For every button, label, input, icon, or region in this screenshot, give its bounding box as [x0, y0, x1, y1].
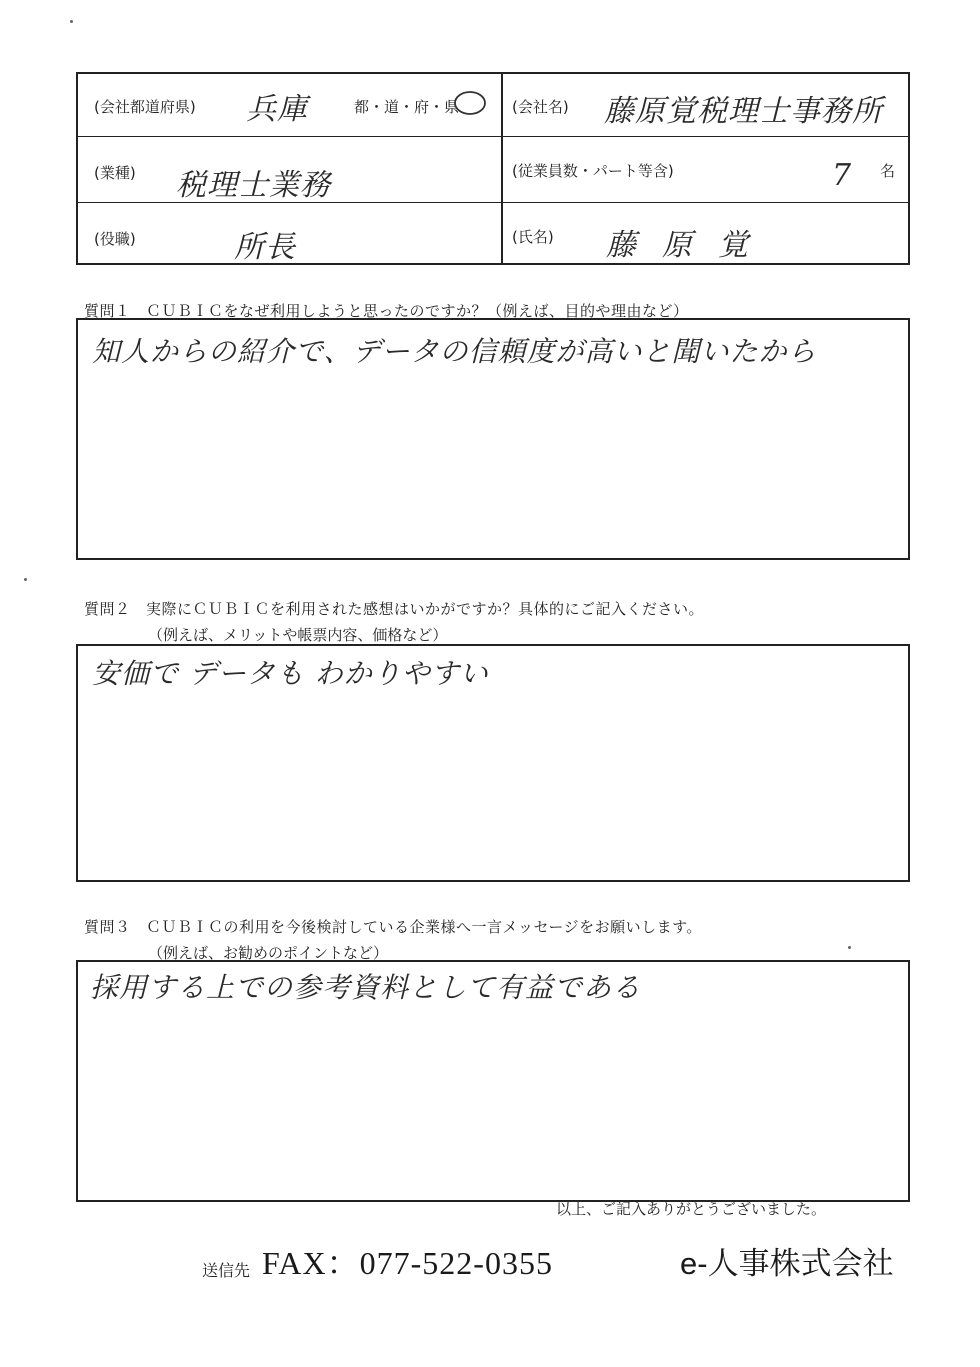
fax-number: FAX：077-522-0355: [262, 1245, 553, 1281]
prefecture-value: 兵庫: [246, 92, 308, 127]
scan-speck: [848, 946, 851, 949]
fax-prefix: 送信先: [202, 1261, 251, 1280]
name-value: 藤原覚: [606, 228, 774, 263]
name-label: (氏名): [512, 228, 554, 246]
employees-label: (従業員数・パート等含): [512, 162, 674, 180]
question-2-subtitle: （例えば、メリットや帳票内容、価格など）: [148, 626, 448, 644]
question-2-answer: 安価で データも わかりやすい: [92, 657, 489, 690]
company-name: e-人事株式会社: [680, 1246, 894, 1281]
question-3-title: 質問３ ＣＵＢＩＣの利用を今後検討している企業様へ一言メッセージをお願いします。: [84, 918, 702, 936]
prefecture-circle-mark: [452, 88, 488, 118]
question-1-title: 質問１ ＣＵＢＩＣをなぜ利用しようと思ったのですか？（例えば、目的や理由など）: [84, 302, 689, 320]
question-1-answer: 知人からの紹介で、データの信頼度が高いと聞いたから: [92, 335, 817, 368]
question-3-subtitle: （例えば、お勧めのポイントなど）: [148, 944, 389, 962]
scan-speck: [70, 20, 73, 23]
prefecture-label: (会社都道府県): [94, 98, 196, 116]
position-label: (役職): [94, 230, 136, 248]
table-divider-row-1: [78, 136, 908, 137]
company-label: (会社名): [512, 98, 569, 116]
industry-label: (業種): [94, 164, 136, 182]
table-divider-vertical: [501, 74, 503, 263]
industry-value: 税理士業務: [176, 168, 331, 203]
prefecture-suffix: 都・道・府・県: [354, 98, 460, 116]
question-2-title: 質問２ 実際にＣＵＢＩＣを利用された感想はいかがですか？具体的にご記入ください。: [84, 600, 705, 618]
employees-unit: 名: [880, 162, 896, 180]
question-3-answer: 採用する上での参考資料として有益である: [90, 971, 642, 1004]
thanks-note: 以上、ご記入ありがとうございました。: [556, 1200, 827, 1218]
employees-value: 7: [832, 158, 853, 193]
position-value: 所長: [234, 230, 296, 265]
scan-speck: [24, 578, 27, 581]
company-value: 藤原覚税理士事務所: [604, 94, 883, 129]
